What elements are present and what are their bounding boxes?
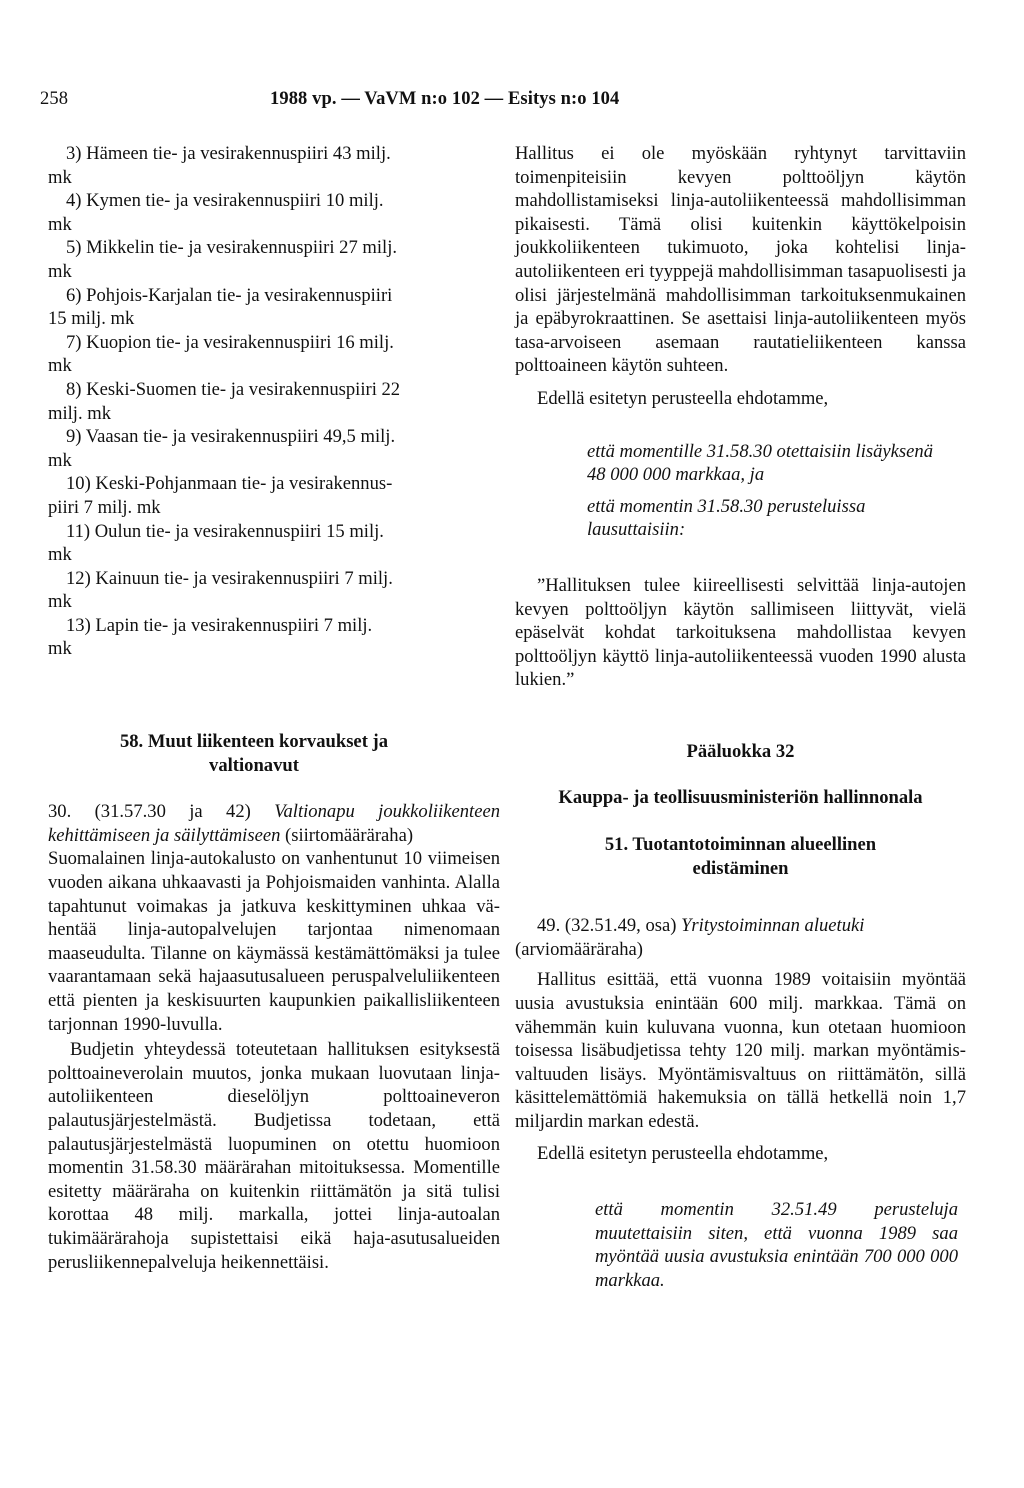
body-paragraph: Hallitus esittää, että vuonna 1989 voitaisiin myöntää uusia avustuksia enintään 600 milj. markkaa. Tämä on vähemmän kuin kuluvana vuonna, kun otetaan huomioon toisessa lisäbudjetissa tehty 120 milj. markan myöntämisvaltuuden lisäys. Myöntämisvaltuus on riittämätön, sillä käsittelemättömiä hakemuksia on tällä hetkellä noin 1,7 miljardin markan edestä. — [515, 969, 966, 1132]
list-item: 4) Kymen tie- ja vesirakennuspiiri 10 milj. mk — [48, 190, 384, 235]
proposal-text: että momentin 31.58.30 perusteluissa lausuttaisiin: — [587, 495, 866, 541]
body-paragraph: Suomalainen linja-autokalusto on vanhentunut 10 viimeisen vuoden aikana uhkaavasti ja Pohjoismaiden vanhinta. Alalla tapahtunut voimakas ja jatkuva keskittyminen uhkaa vähentää linja-autopalvelujen tarjontaa nimenomaan maaseudulta. Tilanne on käymässä kestämättömäksi ja tulee vaarantamaan sekä hajaasutusalueen peruspalveluliikenteen että pienten ja keskisuurten kaupunkien paikallisliikenteen tarjonnan 1990-luvulla. — [48, 848, 500, 1035]
list-item: 9) Vaasan tie- ja vesirakennuspiiri 49,5 milj. mk — [48, 426, 396, 471]
right-column — [515, 142, 966, 1293]
proposal-text: että momentille 31.58.30 otettaisiin lisäyksenä 48 000 000 markkaa, ja — [587, 440, 933, 486]
proposal-text: että momentin 32.51.49 perusteluja muutettaisiin siten, että vuonna 1989 saa myöntää uusia avustuksia enintään 700 000 000 markkaa. — [595, 1199, 958, 1291]
main-class-heading: Pääluokka 32 — [686, 740, 795, 762]
list-item: 7) Kuopion tie- ja vesirakennuspiiri 16 milj. mk — [48, 331, 394, 377]
proposal-intro: Edellä esitetyn perusteella ehdotamme, — [537, 387, 829, 409]
quote-paragraph: ”Hallituksen tulee kiireellisesti selvittää linja-autojen kevyen polttoöljyn käytön sallimiseen liittyvät, vielä epäselvät kohdat tarkoituksena mahdollistaa kevyen polttoöljyn käyttö linja-autoliikenteessä vuoden 1990 alusta lukien.” — [515, 574, 966, 691]
list-item: 6) Pohjois-Karjalan tie- ja vesirakennuspiiri 15 milj. mk — [48, 284, 393, 330]
road-district-list — [48, 142, 500, 661]
running-title: 1988 vp. — VaVM n:o 102 — Esitys n:o 104 — [270, 89, 620, 109]
list-item: 3) Hämeen tie- ja vesirakennuspiiri 43 milj. mk — [48, 143, 391, 188]
item-heading: 30. (31.57.30 ja 42) Valtionapu joukkoliikenteen kehittämiseen ja säilyttämiseen (siirtomääräraha) — [48, 801, 500, 846]
item-type: (arviomääräraha) — [515, 938, 643, 960]
body-paragraph: Budjetin yhteydessä toteutetaan hallituksen esityksestä polttoaineverolain muutos, jonka mukaan luovutaan linja-autoliikenteen dieselöljyn polttoaineveron palautusjärjestelmästä. Budjetissa todetaan, että palautusjärjestelmästä luopuminen on otettu huomioon momentin 31.58.30 määrärahan mitoituksessa. Momentille esitetty määräraha on kuitenkin riittämätön ja sitä tulisi korottaa 48 milj. markalla, jottei linja-autoalan tukimäärärahoja supistettaisi eikä haja-asutusalueiden perusliikennepalveluja heikennettäisi. — [48, 1039, 500, 1273]
body-paragraph: Hallitus ei ole myöskään ryhtynyt tarvittaviin toimenpiteisiin kevyen polttoöljyn käytön mahdollistamiseksi linja-autoliikenteessä mahdollisimman pikaisesti. Tämä olisi kuitenkin käyttökelpoisin joukkoliikenteen tukimuoto, joka kohtelisi linja-autoliikenteen eri tyyppejä mahdollisimman tasapuolisesti ja olisi järjestelmänä mahdollisimman tarkoituksenmukainen ja epäbyrokraattinen. Se asettaisi linja-autoliikenteen myös tasa-arvoiseen asemaan rautatieliikenteen kanssa polttoaineen käytön suhteen. — [515, 143, 966, 377]
list-item: 8) Keski-Suomen tie- ja vesirakennuspiiri 22 milj. mk — [48, 378, 401, 424]
list-item: 12) Kainuun tie- ja vesirakennuspiiri 7 milj. mk — [48, 567, 393, 613]
section-heading: 58. Muut liikenteen korvaukset ja valtionavut — [119, 731, 389, 776]
ministry-heading: Kauppa- ja teollisuusministeriön hallinnonala — [558, 787, 923, 809]
left-column — [48, 142, 500, 1274]
list-item: 13) Lapin tie- ja vesirakennuspiiri 7 milj. mk — [48, 614, 373, 660]
list-item: 10) Keski-Pohjanmaan tie- ja vesirakennus- piiri 7 milj. mk — [48, 473, 393, 518]
list-item: 5) Mikkelin tie- ja vesirakennuspiiri 27 milj. mk — [48, 237, 398, 282]
item-heading: 49. (32.51.49, osa) Yritystoiminnan aluetuki — [537, 915, 865, 937]
section-heading: 51. Tuotantotoiminnan alueellinen edistäminen — [604, 834, 877, 879]
proposal-intro: Edellä esitetyn perusteella ehdotamme, — [537, 1142, 829, 1164]
list-item: 11) Oulun tie- ja vesirakennuspiiri 15 milj. mk — [48, 520, 384, 566]
page-number: 258 — [40, 89, 69, 109]
